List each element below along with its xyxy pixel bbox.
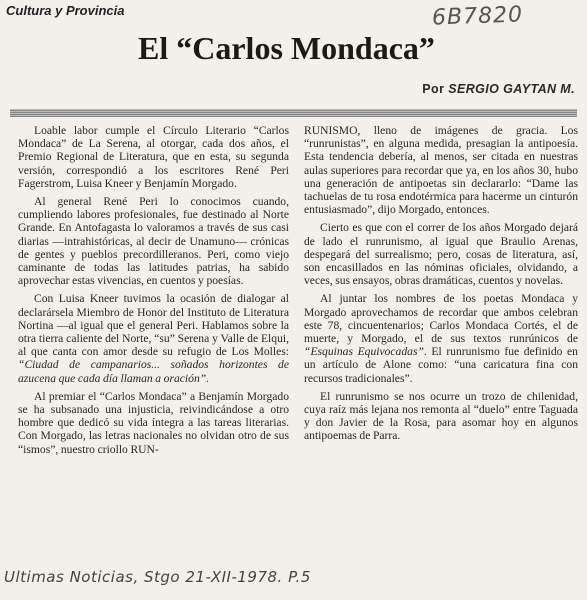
- article-column-left: [18, 124, 289, 461]
- paragraph: RUNISMO, lleno de imágenes de gracia. Los “runrunistas”, en alguna medida, presagian la antipoesía. Esta tendencia debería, al menos, ser citada en nuestras aulas superiores para recordar que ya, en los años 30, hubo una generación de antipoetas sin declararlo: “Dame las tachuelas de tu rosa endotérmica para hacerme un cinturón entusiasmado”, dijo Morgado, entonces.: [304, 124, 578, 217]
- handwritten-catalog-code: 6B7820: [431, 2, 524, 31]
- paragraph: El runrunismo se nos ocurre un trozo de chilenidad, cuya raíz más lejana nos remonta al “duelo” entre Taguada y don Javier de la Rosa, para asomar hoy en algunos antipoemas de Parra.: [304, 389, 578, 443]
- paragraph-text: Al juntar los nombres de los poetas Mondaca y Morgado aprovechamos de recordar que ambos celebran este 78, cincuentenarios; Carlos Mondaca Cortés, el de muerte, y Morgado, el de sus textos runrúnicos de: [304, 292, 578, 346]
- paragraph: Loable labor cumple el Círculo Literario “Carlos Mondaca” de La Serena, al otorgar, cada dos años, el Premio Regional de Literatura, que en esta, su segunda versión, correspondió a los escritores René Peri Fagerstrom, Luisa Kneer y Benjamín Morgado.: [18, 124, 289, 190]
- book-title-italic: “Esquinas Equivocadas”: [304, 345, 424, 359]
- article-column-right: [304, 124, 578, 448]
- article-title: El “Carlos Mondaca”: [138, 30, 435, 66]
- byline-prefix: Por: [422, 82, 445, 96]
- paragraph-text: . El runrunismo fue definido en un artículo de Alone como: “una caricatura fina con recursos tradicionales”.: [304, 345, 578, 385]
- paragraph: [304, 292, 578, 384]
- paragraph: [18, 292, 289, 384]
- section-header: Cultura y Provincia: [6, 3, 125, 18]
- paragraph: Cierto es que con el correr de los años Morgado dejará de lado el runrunismo, al igual que Braulio Arenas, despegará del surrealismo; pero, cosas de literatura, así, son encasillados en las nóminas oficiales, olvidando, a veces, sus ensayos, obras dramáticas, cuentos y novelas.: [304, 221, 578, 288]
- handwritten-source-note: Ultimas Noticias, Stgo 21-XII-1978. P.5: [4, 568, 311, 586]
- paragraph: Al general René Peri lo conocimos cuando, cumpliendo labores profesionales, fue destinado al Norte Grande. En Antofagasta lo valoramos a través de sus casi diarias —intrahistóricas, al decir de Unamuno— crónicas de gentes y pueblos precordilleranos. Peri, como viejo caminante de todas las latitudes patrias, ha sabido aprovechar estas vivencias, en cuentos y poesías.: [18, 195, 289, 288]
- byline-author: SERGIO GAYTAN M.: [448, 82, 575, 96]
- paragraph: Al premiar el “Carlos Mondaca” a Benjamín Morgado se ha subsanado una injusticia, reivindicándose a otro hombre que dedicó su vida íntegra a las tareas literarias. Con Morgado, las letras nacionales no olvidan otro de sus “ismos”, nuestro criollo RUN-: [18, 389, 289, 456]
- paragraph-text: Con Luisa Kneer tuvimos la ocasión de dialogar al declarársela Miembro de Honor del Instituto de Literatura Nortina —al igual que el general Peri. Hablamos sobre la otra tierra caliente del Norte, “su” Serena y Valle de Elqui, al que canta con amor desde su refugio de Los Molles:: [18, 292, 289, 359]
- quote-italic: “Ciudad de campanarios... soñados horizontes de azucena que cada día llaman a oración”.: [18, 358, 289, 385]
- title-rule: [10, 109, 577, 117]
- byline: [422, 82, 575, 96]
